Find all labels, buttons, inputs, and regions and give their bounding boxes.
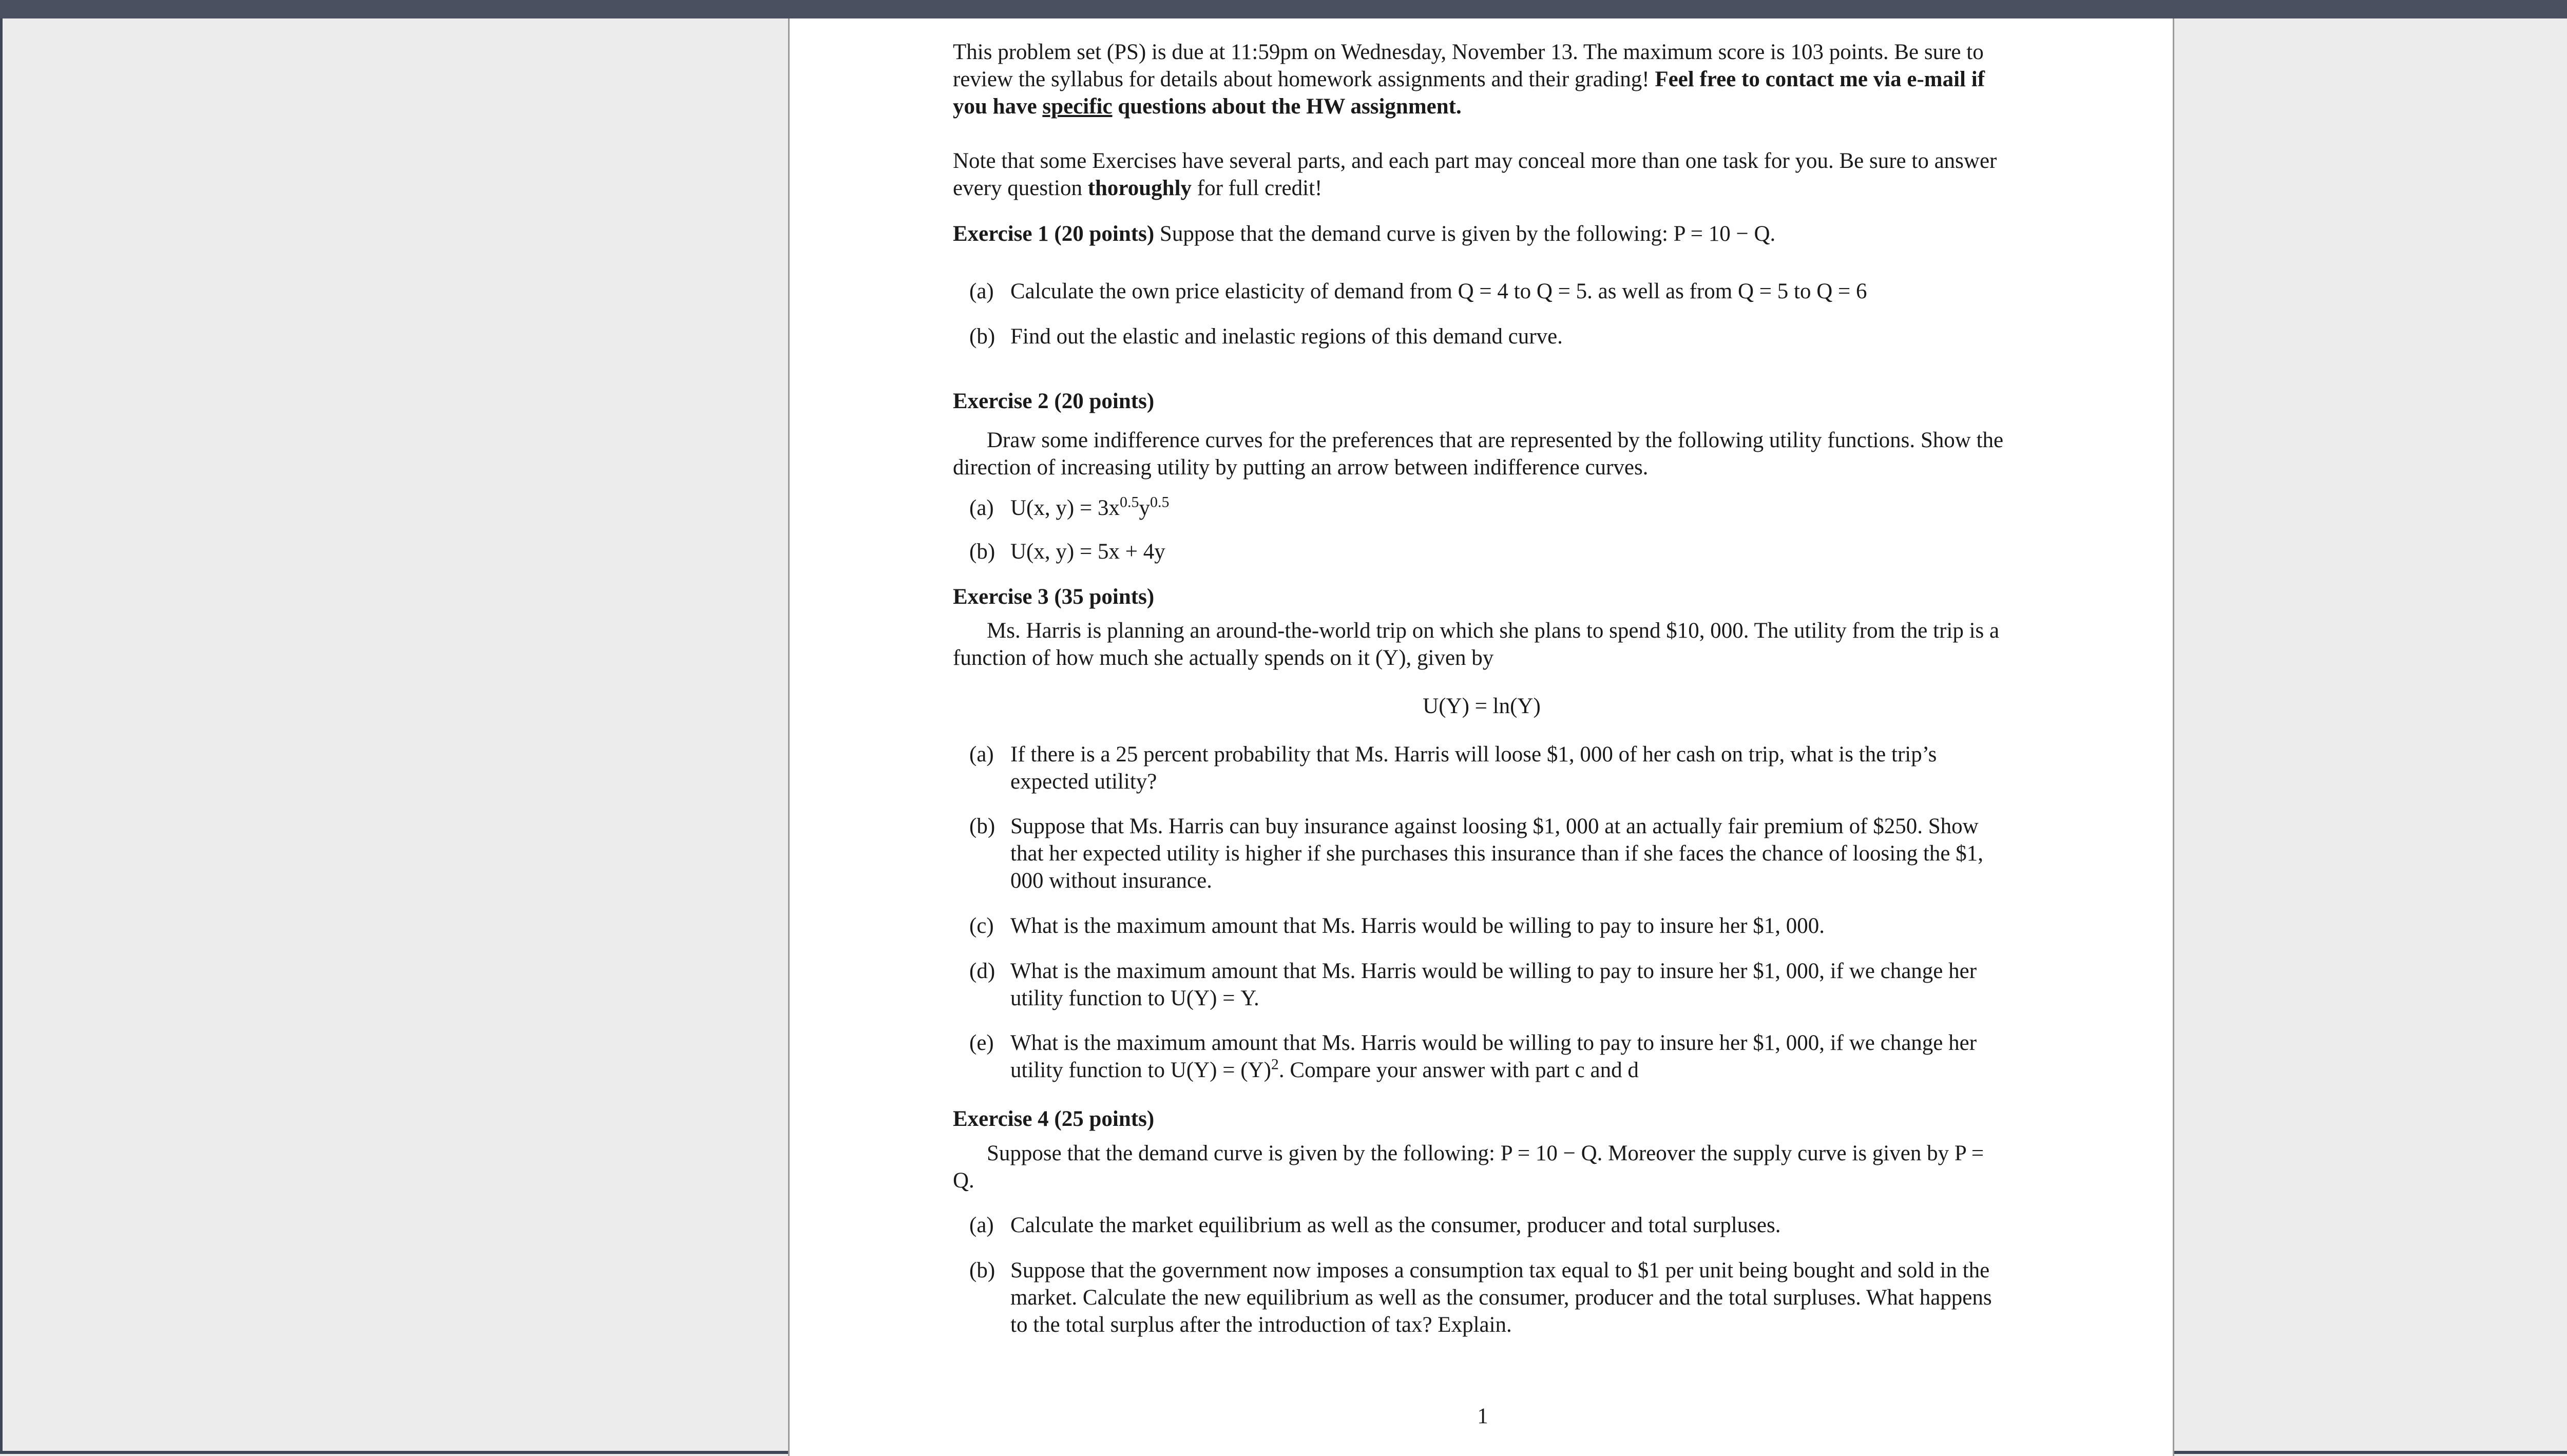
part-label: (e) xyxy=(969,1031,994,1055)
part-text: What is the maximum amount that Ms. Harris would be willing to pay to insure her $1, 000, if we change her utility function to U(Υ) = Υ. xyxy=(1010,959,1977,1010)
part-text: What is the maximum amount that Ms. Harris would be willing to pay to insure her $1, 000. xyxy=(1010,914,1825,938)
exercise-3-part-c xyxy=(953,912,2010,940)
exercise-1-title: Exercise 1 (20 points) xyxy=(953,222,1155,246)
exercise-1-heading xyxy=(953,220,2010,247)
part-text: Calculate the own price elasticity of demand from Q = 4 to Q = 5. as well as from Q = 5 to Q = 6 xyxy=(1010,279,1867,303)
part-text-end: . Compare your answer with part c and d xyxy=(1278,1058,1639,1082)
part-label: (b) xyxy=(969,1258,995,1282)
part-label: (b) xyxy=(969,540,995,564)
exercise-4-text: Suppose that the demand curve is given by the following: P = 10 − Q. Moreover the supply curve is given by P = Q. xyxy=(953,1141,1984,1193)
exercise-4-part-a xyxy=(953,1212,2010,1239)
exercise-2-text: Draw some indifference curves for the preferences that are represented by the following utility functions. Show the direction of increasing utility by putting an arrow between indifference curves. xyxy=(953,428,2004,480)
viewer-top-bar xyxy=(0,0,2567,18)
part-label: (d) xyxy=(969,959,995,983)
exercise-1-text: Suppose that the demand curve is given by the following: P = 10 − Q. xyxy=(1154,222,1776,246)
formula-exponent: 2 xyxy=(1271,1056,1279,1073)
exercise-1-part-b xyxy=(953,323,2010,350)
part-label: (a) xyxy=(969,496,994,520)
exercise-4-part-b xyxy=(953,1257,2010,1338)
exercise-2-part-b xyxy=(953,538,2010,565)
intro-bold-b: questions about the HW assignment. xyxy=(1112,94,1462,119)
exercise-3-part-a xyxy=(953,741,2010,795)
part-text: Suppose that the government now imposes a consumption tax equal to $1 per unit being bought and sold in the market. Calculate the new equilibrium as well as the consumer, producer and the total surpluses. What happens to the total surplus after the introduction of tax? Explain. xyxy=(1010,1258,1992,1337)
intro-text: This problem set (PS) is due at 11:59pm on Wednesday, November 13. The maximum score is 103 points. Be sure to review the syllabus for details about homework assignments and their grading! xyxy=(953,40,1984,91)
part-label: (b) xyxy=(969,324,995,349)
intro-underlined-word: specific xyxy=(1042,94,1113,119)
part-label: (a) xyxy=(969,1213,994,1237)
exercise-4-title: Exercise 4 (25 points) xyxy=(953,1107,1155,1131)
exercise-3-part-d xyxy=(953,957,2010,1012)
formula-base: U(x, y) = 3x xyxy=(1010,496,1120,520)
part-label: (a) xyxy=(969,742,994,767)
intro-paragraph-2 xyxy=(953,147,2010,202)
exercise-3-part-b xyxy=(953,813,2010,894)
intro-bold-a: Feel free to contact me via e-mail if you have xyxy=(953,67,1985,119)
formula-exponent: 0.5 xyxy=(1119,493,1139,511)
page-number: 1 xyxy=(1477,1404,1488,1428)
formula-variable: y xyxy=(1139,496,1150,520)
exercise-3-formula: U(Υ) = ln(Υ) xyxy=(1423,694,1541,718)
exercise-3-title: Exercise 3 (35 points) xyxy=(953,585,1155,609)
exercise-2-part-a xyxy=(953,494,2010,522)
part-text: Find out the elastic and inelastic regions of this demand curve. xyxy=(1010,324,1563,349)
part-text: If there is a 25 percent probability that Ms. Harris will loose $1, 000 of her cash on trip, what is the trip’s expected utility? xyxy=(1010,742,1937,794)
intro2-text-end: for full credit! xyxy=(1192,176,1323,200)
part-label: (b) xyxy=(969,814,995,838)
part-text: Suppose that Ms. Harris can buy insurance against loosing $1, 000 at an actually fair premium of $250. Show that her expected utility is higher if she purchases this insurance than if she faces the chance of loosing the $1, 000 without insurance. xyxy=(1010,814,1983,893)
part-text: Calculate the market equilibrium as well as the consumer, producer and total surpluses. xyxy=(1010,1213,1781,1237)
page-content xyxy=(953,37,2010,1338)
exercise-1-part-a xyxy=(953,278,2010,305)
exercise-2-title: Exercise 2 (20 points) xyxy=(953,389,1155,413)
formula-exponent: 0.5 xyxy=(1150,493,1170,511)
intro-paragraph-1 xyxy=(953,39,2010,120)
part-label: (a) xyxy=(969,279,994,303)
exercise-3-part-e xyxy=(953,1029,2010,1084)
intro2-text: Note that some Exercises have several parts, and each part may conceal more than one task for you. Be sure to answer every question xyxy=(953,149,1997,200)
part-text: What is the maximum amount that Ms. Harris would be willing to pay to insure her $1, 000, if we change her utility function to U(Υ) = (Υ) xyxy=(1010,1031,1977,1082)
intro2-bold: thoroughly xyxy=(1087,176,1192,200)
viewer-left-edge xyxy=(0,18,3,1454)
part-label: (c) xyxy=(969,914,994,938)
part-text: U(x, y) = 5x + 4y xyxy=(1010,540,1165,564)
exercise-3-text: Ms. Harris is planning an around-the-world trip on which she plans to spend $10, 000. The utility from the trip is a function of how much she actually spends on it (Υ), given by xyxy=(953,619,2000,670)
document-page xyxy=(788,18,2174,1456)
